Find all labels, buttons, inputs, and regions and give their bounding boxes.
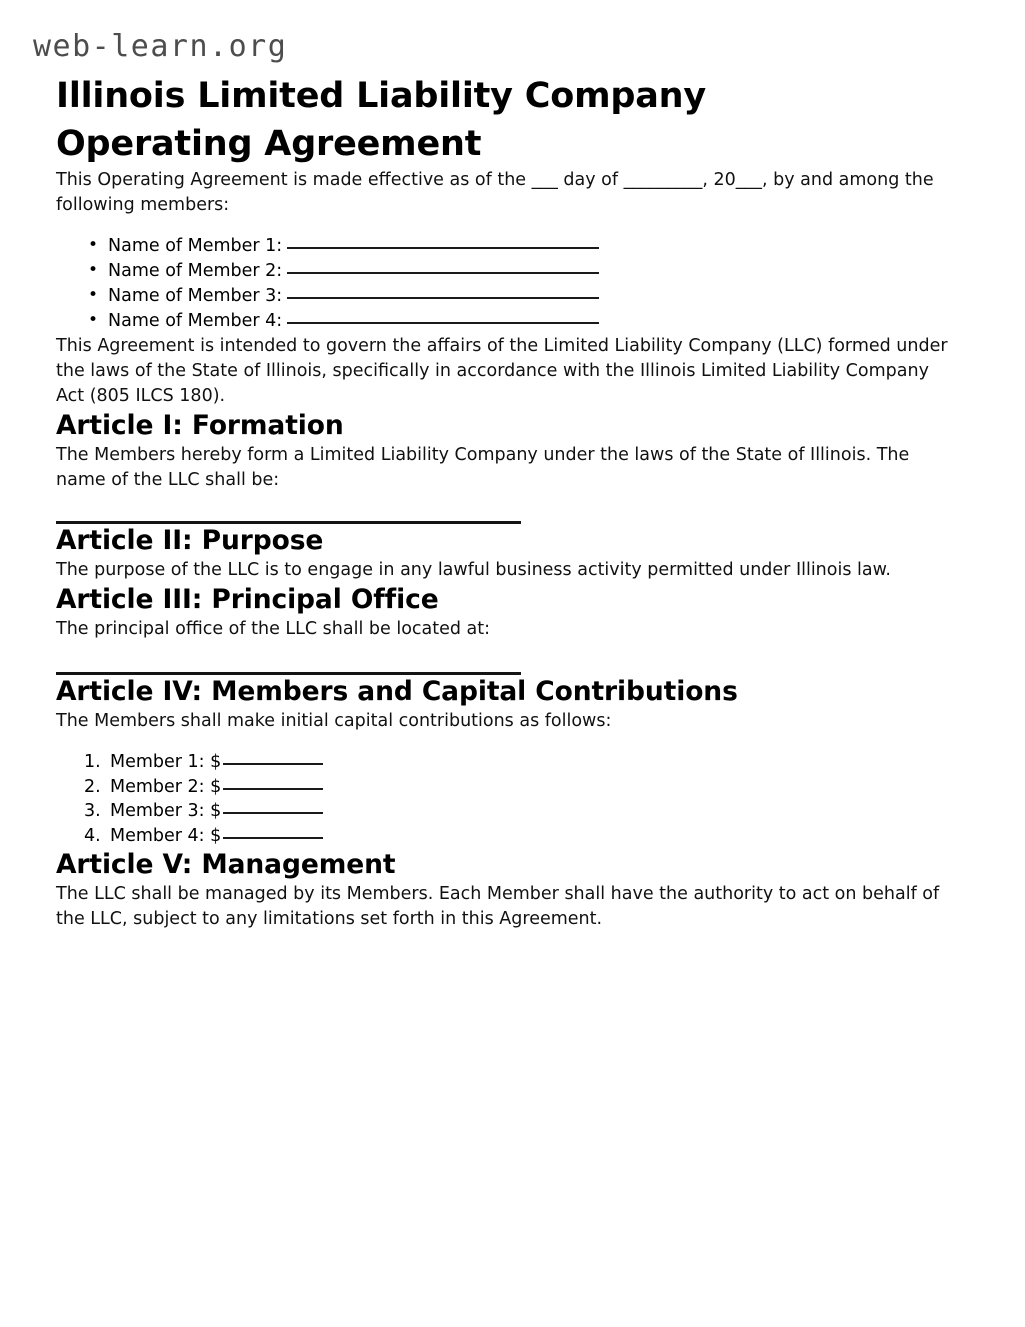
article-body-2: The purpose of the LLC is to engage in any lawful business activity permitted under Illinois law. bbox=[56, 560, 891, 580]
member-name-blank[interactable] bbox=[287, 297, 599, 299]
contribution-label: Member 2: $ bbox=[110, 776, 222, 797]
contribution-amount-blank[interactable] bbox=[223, 788, 323, 790]
contribution-amount-blank[interactable] bbox=[223, 763, 323, 765]
list-item bbox=[110, 750, 956, 775]
article-body-3: The principal office of the LLC shall be located at: bbox=[56, 619, 491, 639]
member-name-blank[interactable] bbox=[287, 272, 599, 274]
contribution-amount-blank[interactable] bbox=[223, 812, 323, 814]
member-name-blank[interactable] bbox=[287, 247, 599, 249]
article-heading-5: Article V: Management bbox=[56, 849, 396, 880]
contribution-label: Member 4: $ bbox=[110, 825, 222, 846]
article-body-4: The Members shall make initial capital contributions as follows: bbox=[56, 711, 612, 731]
governing-law-paragraph: This Agreement is intended to govern the affairs of the Limited Liability Company (LLC) formed under the laws of the State of Illinois, specifically in accordance with the Illinois Limited Liability Company Act (805 ILCS 180). bbox=[56, 336, 948, 406]
member-names-list bbox=[56, 234, 956, 334]
list-item bbox=[108, 309, 956, 334]
list-item bbox=[108, 259, 956, 284]
member-name-label: Name of Member 1: bbox=[108, 236, 283, 256]
member-name-label: Name of Member 2: bbox=[108, 261, 283, 281]
list-item bbox=[110, 824, 956, 849]
capital-contributions-list bbox=[56, 750, 956, 848]
intro-paragraph: This Operating Agreement is made effective as of the ___ day of _________, 20___, by and among the following members: bbox=[56, 170, 934, 215]
article-body-1: The Members hereby form a Limited Liability Company under the laws of the State of Illinois. The name of the LLC shall be: bbox=[56, 445, 910, 490]
article-heading-1: Article I: Formation bbox=[56, 410, 344, 441]
list-item bbox=[108, 284, 956, 309]
document-body bbox=[56, 72, 956, 932]
member-name-label: Name of Member 4: bbox=[108, 311, 283, 331]
list-item bbox=[108, 234, 956, 259]
article-heading-3: Article III: Principal Office bbox=[56, 584, 439, 615]
member-name-label: Name of Member 3: bbox=[108, 286, 283, 306]
member-name-blank[interactable] bbox=[287, 322, 599, 324]
list-item bbox=[110, 775, 956, 800]
list-item bbox=[110, 799, 956, 824]
article-heading-2: Article II: Purpose bbox=[56, 525, 324, 556]
contribution-amount-blank[interactable] bbox=[223, 837, 323, 839]
page-title: Illinois Limited Liability Company Operating Agreement bbox=[56, 76, 706, 164]
article-body-5: The LLC shall be managed by its Members. Each Member shall have the authority to act on behalf of the LLC, subject to any limitations set forth in this Agreement. bbox=[56, 884, 940, 929]
site-watermark: web-learn.org bbox=[33, 29, 288, 64]
article-heading-4: Article IV: Members and Capital Contributions bbox=[56, 676, 738, 707]
contribution-label: Member 3: $ bbox=[110, 801, 222, 821]
contribution-label: Member 1: $ bbox=[110, 752, 222, 772]
